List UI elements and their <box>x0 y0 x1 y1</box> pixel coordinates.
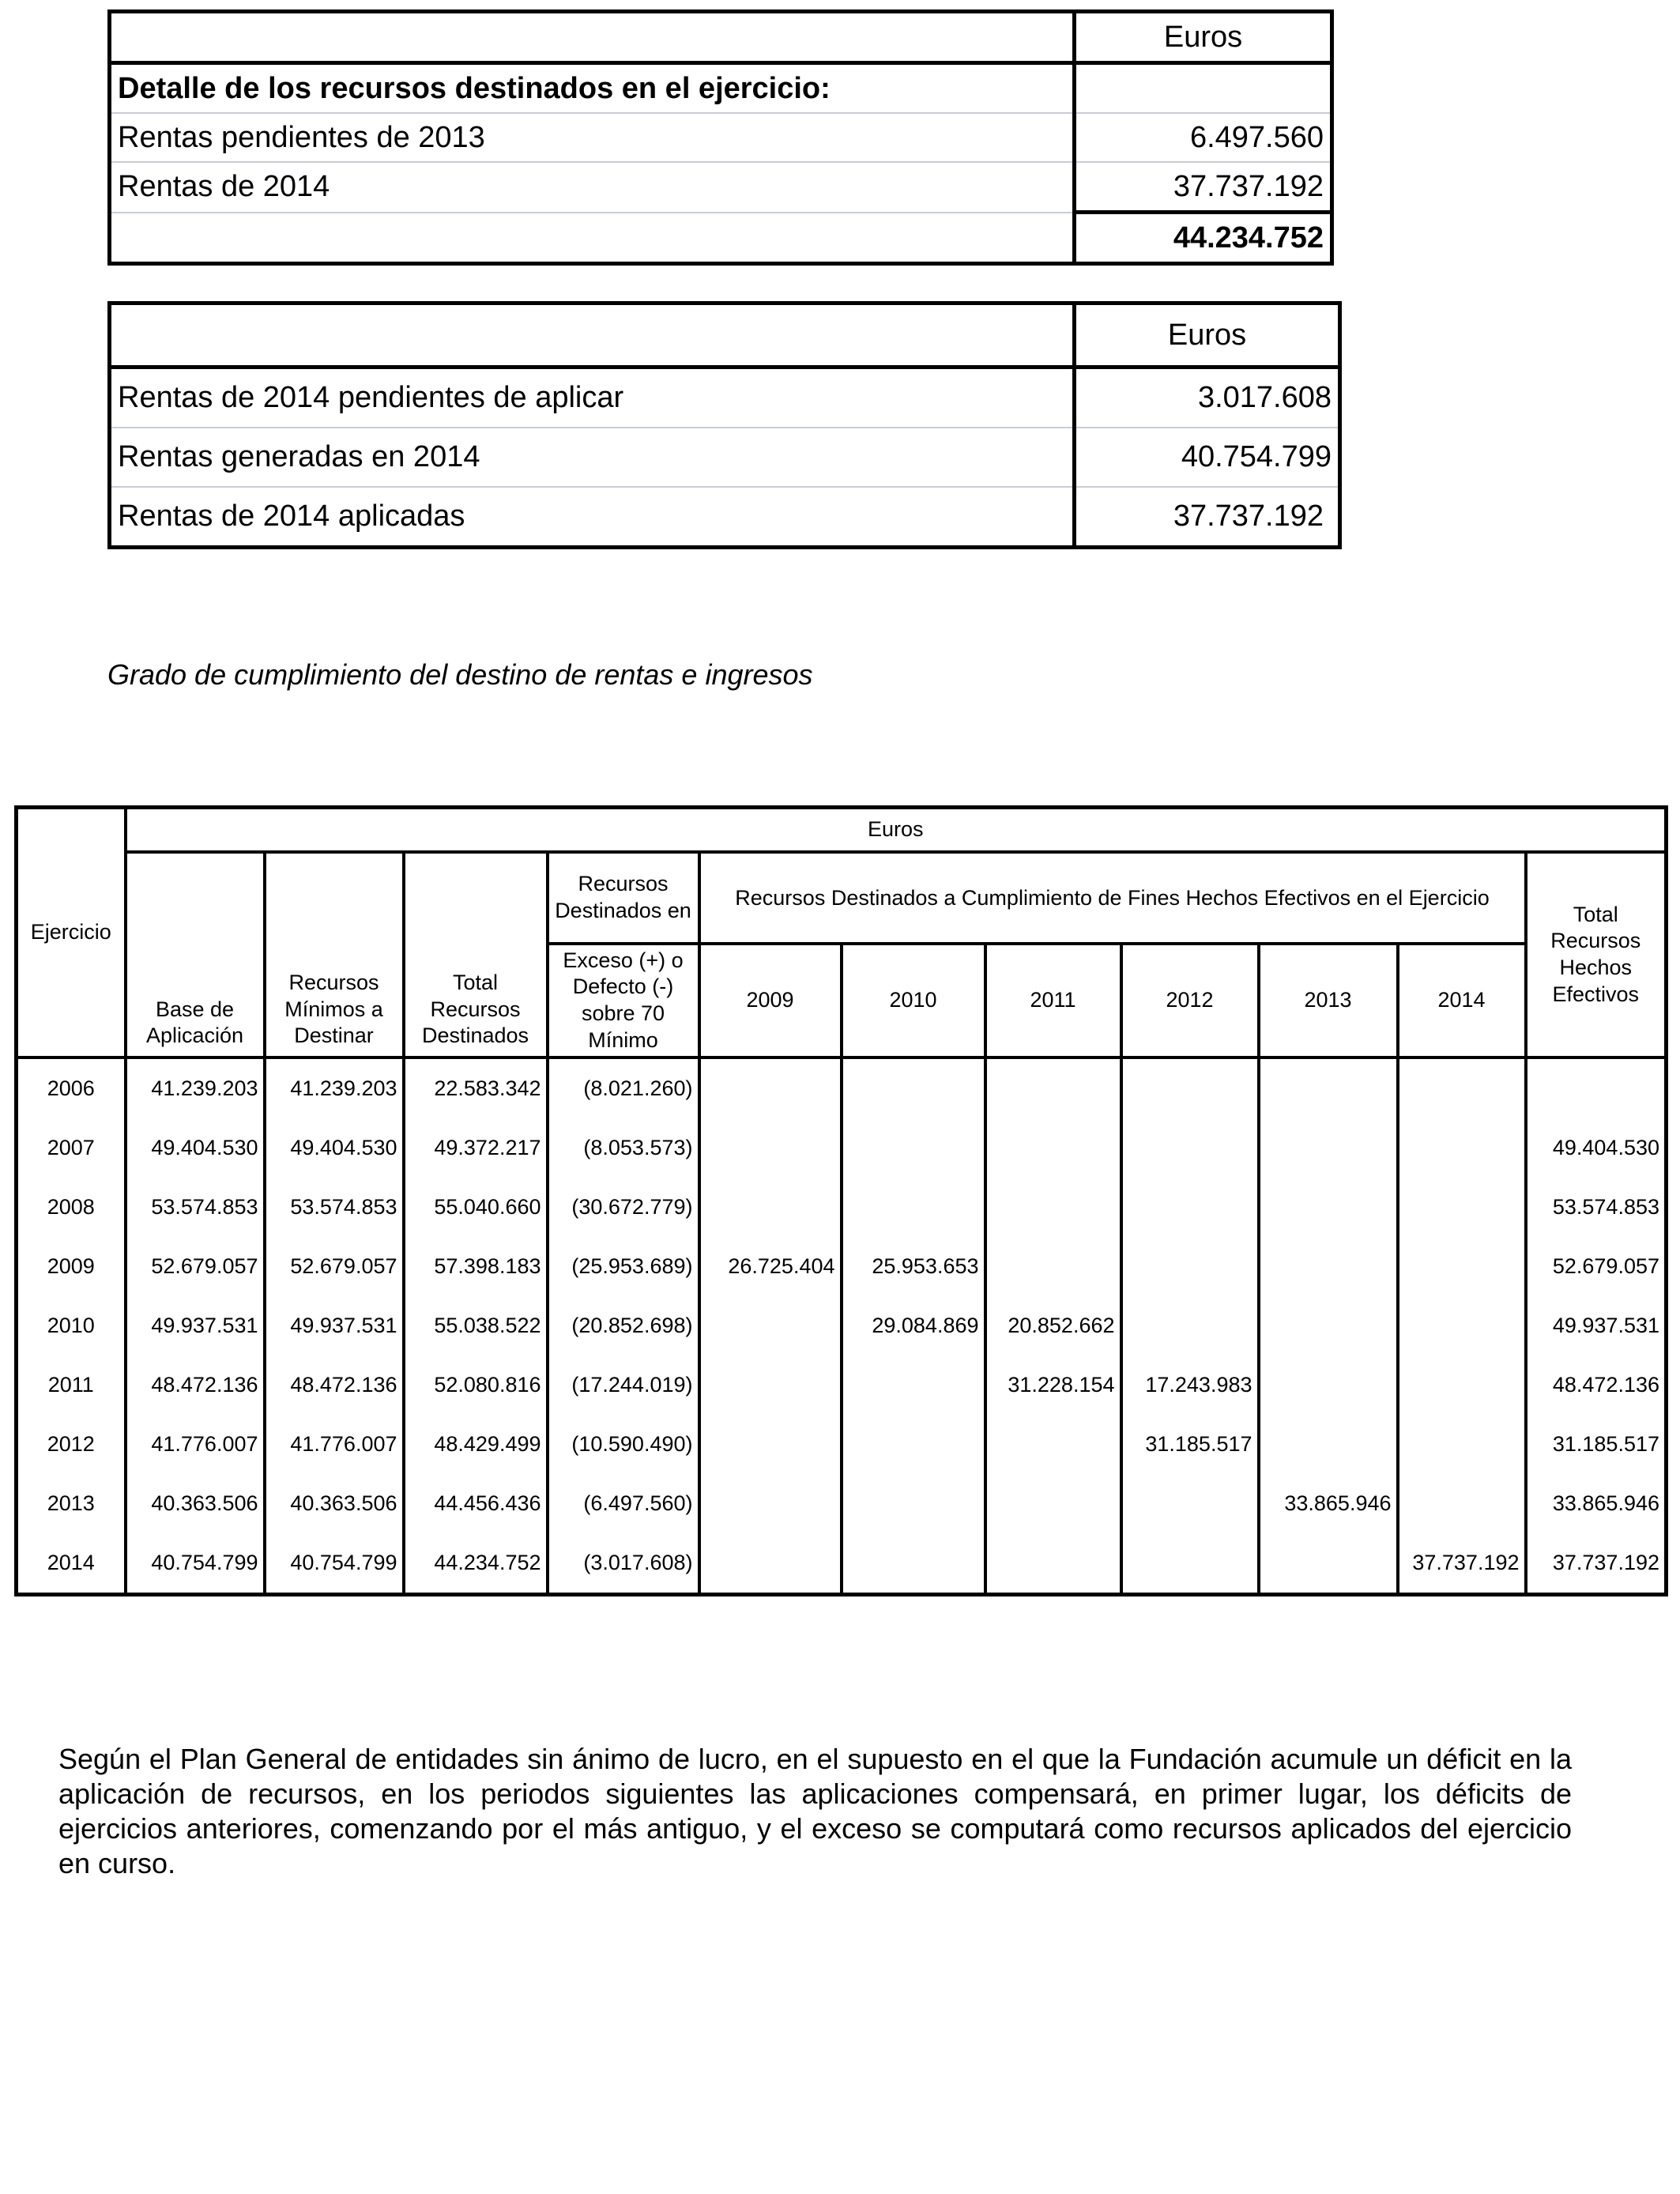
year-header: 2010 <box>842 944 985 1057</box>
row-value: 37.737.192 <box>1173 499 1324 533</box>
cell-total: 49.937.531 <box>1526 1296 1667 1355</box>
table-row <box>17 1178 1667 1237</box>
cell-y2009 <box>699 1057 842 1118</box>
cell-y2011: 20.852.662 <box>985 1296 1121 1355</box>
cell-base: 52.679.057 <box>126 1237 265 1296</box>
cell-y2013 <box>1259 1355 1398 1415</box>
cell-y2009 <box>699 1178 842 1237</box>
table-row <box>17 1118 1667 1178</box>
cell-y2014 <box>1398 1237 1526 1296</box>
cell-y2014 <box>1398 1057 1526 1118</box>
cell-exc: (17.244.019) <box>548 1355 699 1415</box>
cell-y2013 <box>1259 1178 1398 1237</box>
cell-min: 52.679.057 <box>265 1237 404 1296</box>
cell-y2009: 26.725.404 <box>699 1237 842 1296</box>
cell-exc: (10.590.490) <box>548 1415 699 1474</box>
table-row <box>17 1474 1667 1533</box>
cell-ejercicio: 2009 <box>17 1237 126 1296</box>
cell-y2014 <box>1398 1296 1526 1355</box>
cell-y2013 <box>1259 1237 1398 1296</box>
table-row <box>110 487 1340 548</box>
cell-y2011 <box>985 1237 1121 1296</box>
col-recursos-minimos: Recursos Mínimos a Destinar <box>265 852 404 1057</box>
cell-y2014 <box>1398 1118 1526 1178</box>
cell-y2011 <box>985 1057 1121 1118</box>
table-row <box>110 113 1332 162</box>
cell-total: 53.574.853 <box>1526 1178 1667 1237</box>
table-row <box>17 1057 1667 1118</box>
cell-y2009 <box>699 1415 842 1474</box>
cell-base: 41.239.203 <box>126 1057 265 1118</box>
cell-ejercicio: 2013 <box>17 1474 126 1533</box>
table-row <box>110 162 1332 213</box>
col-exceso-top: Recursos Destinados en <box>548 852 699 944</box>
header-euros: Euros <box>1075 303 1340 368</box>
cell-tot: 55.038.522 <box>404 1296 548 1355</box>
cell-y2013: 33.865.946 <box>1259 1474 1398 1533</box>
cell-y2009 <box>699 1474 842 1533</box>
cell-exc: (8.021.260) <box>548 1057 699 1118</box>
cell-tot: 57.398.183 <box>404 1237 548 1296</box>
col-ejercicio: Ejercicio <box>17 808 126 1058</box>
cell-base: 49.404.530 <box>126 1118 265 1178</box>
row-value: 3.017.608 <box>1075 368 1340 428</box>
cell-y2011 <box>985 1533 1121 1595</box>
cell-min: 40.363.506 <box>265 1474 404 1533</box>
col-exceso-bottom: Exceso (+) o Defecto (-) sobre 70 Mínimo <box>548 944 699 1057</box>
cell-ejercicio: 2006 <box>17 1057 126 1118</box>
cell-total: 37.737.192 <box>1526 1533 1667 1595</box>
table-header-row <box>110 12 1332 63</box>
total-row <box>110 213 1332 264</box>
cell-y2012: 17.243.983 <box>1121 1355 1259 1415</box>
rentas-table <box>107 301 1342 549</box>
header-blank-cell <box>110 12 1075 63</box>
cell-y2009 <box>699 1533 842 1595</box>
cell-y2012 <box>1121 1057 1259 1118</box>
cell-tot: 44.456.436 <box>404 1474 548 1533</box>
cell-y2012: 31.185.517 <box>1121 1415 1259 1474</box>
row-label: Rentas pendientes de 2013 <box>110 113 1075 162</box>
cell-base: 40.754.799 <box>126 1533 265 1595</box>
row-label: Rentas de 2014 pendientes de aplicar <box>110 368 1075 428</box>
cell-y2013 <box>1259 1296 1398 1355</box>
cell-tot: 55.040.660 <box>404 1178 548 1237</box>
row-label: Rentas de 2014 aplicadas <box>110 487 1075 548</box>
cell-y2011 <box>985 1118 1121 1178</box>
cell-y2014 <box>1398 1415 1526 1474</box>
table-row <box>17 1415 1667 1474</box>
cell-y2013 <box>1259 1533 1398 1595</box>
cumplimiento-table <box>14 805 1668 1596</box>
cell-tot: 49.372.217 <box>404 1118 548 1178</box>
cell-min: 48.472.136 <box>265 1355 404 1415</box>
cell-ejercicio: 2008 <box>17 1178 126 1237</box>
col-total-hechos: Total Recursos Hechos Efectivos <box>1526 852 1667 1057</box>
cell-y2013 <box>1259 1118 1398 1178</box>
cell-exc: (30.672.779) <box>548 1178 699 1237</box>
cell-y2011: 31.228.154 <box>985 1355 1121 1415</box>
cell-y2014: 37.737.192 <box>1398 1533 1526 1595</box>
euros-header-row <box>17 808 1667 853</box>
cell-y2014 <box>1398 1355 1526 1415</box>
cell-min: 41.776.007 <box>265 1415 404 1474</box>
year-header: 2009 <box>699 944 842 1057</box>
row-value: 37.737.192 <box>1075 162 1332 213</box>
grid-body <box>17 1057 1667 1595</box>
cell-base: 40.363.506 <box>126 1474 265 1533</box>
cell-y2010 <box>842 1355 985 1415</box>
table-row <box>17 1355 1667 1415</box>
table-header-row <box>110 303 1340 368</box>
cell-tot: 52.080.816 <box>404 1355 548 1415</box>
cell-total: 33.865.946 <box>1526 1474 1667 1533</box>
row-value: 40.754.799 <box>1075 428 1340 487</box>
cell-y2010: 25.953.653 <box>842 1237 985 1296</box>
cell-y2010 <box>842 1178 985 1237</box>
cell-y2012 <box>1121 1474 1259 1533</box>
cell-min: 41.239.203 <box>265 1057 404 1118</box>
cell-y2013 <box>1259 1057 1398 1118</box>
header-euros: Euros <box>1075 12 1332 63</box>
cell-base: 53.574.853 <box>126 1178 265 1237</box>
cell-exc: (20.852.698) <box>548 1296 699 1355</box>
cell-min: 53.574.853 <box>265 1178 404 1237</box>
cell-total: 48.472.136 <box>1526 1355 1667 1415</box>
cell-y2010 <box>842 1057 985 1118</box>
cell-total <box>1526 1057 1667 1118</box>
cell-y2010 <box>842 1118 985 1178</box>
cell-y2013 <box>1259 1415 1398 1474</box>
cell-y2010 <box>842 1474 985 1533</box>
cell-y2012 <box>1121 1178 1259 1237</box>
cell-ejercicio: 2014 <box>17 1533 126 1595</box>
cell-y2011 <box>985 1474 1121 1533</box>
cell-ejercicio: 2010 <box>17 1296 126 1355</box>
cell-exc: (25.953.689) <box>548 1237 699 1296</box>
col-total-recursos-destinados: Total Recursos Destinados <box>404 852 548 1057</box>
cell-total: 49.404.530 <box>1526 1118 1667 1178</box>
table-row <box>17 1237 1667 1296</box>
section-caption: Grado de cumplimiento del destino de rentas e ingresos <box>107 658 813 691</box>
cell-min: 40.754.799 <box>265 1533 404 1595</box>
cell-y2011 <box>985 1415 1121 1474</box>
year-header: 2014 <box>1398 944 1526 1057</box>
cell-total: 52.679.057 <box>1526 1237 1667 1296</box>
row-value: 6.497.560 <box>1075 113 1332 162</box>
cell-y2012 <box>1121 1118 1259 1178</box>
table-row <box>110 428 1340 487</box>
recursos-destinados-table <box>107 9 1334 266</box>
cell-y2014 <box>1398 1474 1526 1533</box>
cell-y2014 <box>1398 1178 1526 1237</box>
table-title-row <box>110 63 1332 114</box>
cell-total: 31.185.517 <box>1526 1415 1667 1474</box>
cell-exc: (6.497.560) <box>548 1474 699 1533</box>
cell-y2012 <box>1121 1237 1259 1296</box>
table-row <box>17 1533 1667 1595</box>
cell-min: 49.404.530 <box>265 1118 404 1178</box>
cell-base: 41.776.007 <box>126 1415 265 1474</box>
cell-y2010: 29.084.869 <box>842 1296 985 1355</box>
cell-y2010 <box>842 1533 985 1595</box>
year-header: 2012 <box>1121 944 1259 1057</box>
cell-tot: 48.429.499 <box>404 1415 548 1474</box>
cell-tot: 22.583.342 <box>404 1057 548 1118</box>
cell-ejercicio: 2012 <box>17 1415 126 1474</box>
table-row <box>110 368 1340 428</box>
col-fines-hechos: Recursos Destinados a Cumplimiento de Fines Hechos Efectivos en el Ejercicio <box>699 852 1526 944</box>
cell-exc: (3.017.608) <box>548 1533 699 1595</box>
cell-base: 48.472.136 <box>126 1355 265 1415</box>
col-base-aplicacion: Base de Aplicación <box>126 852 265 1057</box>
column-header-row <box>17 852 1667 944</box>
cell-ejercicio: 2007 <box>17 1118 126 1178</box>
row-label: Rentas generadas en 2014 <box>110 428 1075 487</box>
row-label: Rentas de 2014 <box>110 162 1075 213</box>
cell-y2012 <box>1121 1296 1259 1355</box>
cell-base: 49.937.531 <box>126 1296 265 1355</box>
year-header: 2011 <box>985 944 1121 1057</box>
cell-y2010 <box>842 1415 985 1474</box>
cell-exc: (8.053.573) <box>548 1118 699 1178</box>
year-header: 2013 <box>1259 944 1398 1057</box>
cell-y2009 <box>699 1118 842 1178</box>
cell-y2009 <box>699 1296 842 1355</box>
cell-ejercicio: 2011 <box>17 1355 126 1415</box>
cell-y2011 <box>985 1178 1121 1237</box>
total-value: 44.234.752 <box>1075 213 1332 264</box>
header-blank-cell <box>110 303 1075 368</box>
note-paragraph: Según el Plan General de entidades sin ánimo de lucro, en el supuesto en el que la Fundación acumule un déficit en la aplicación de recursos, en los periodos siguientes las aplicaciones compensará, en primer lugar, los déficits de ejercicios anteriores, comenzando por el más antiguo, y el exceso se computará como recursos aplicados del ejercicio en curso. <box>58 1743 1572 1879</box>
total-label-cell <box>110 213 1075 264</box>
title-value-cell <box>1075 63 1332 114</box>
cell-tot: 44.234.752 <box>404 1533 548 1595</box>
cell-y2009 <box>699 1355 842 1415</box>
table-title: Detalle de los recursos destinados en el ejercicio: <box>110 63 1075 114</box>
euros-label: Euros <box>126 808 1667 853</box>
cell-y2012 <box>1121 1533 1259 1595</box>
table-row <box>17 1296 1667 1355</box>
cell-min: 49.937.531 <box>265 1296 404 1355</box>
